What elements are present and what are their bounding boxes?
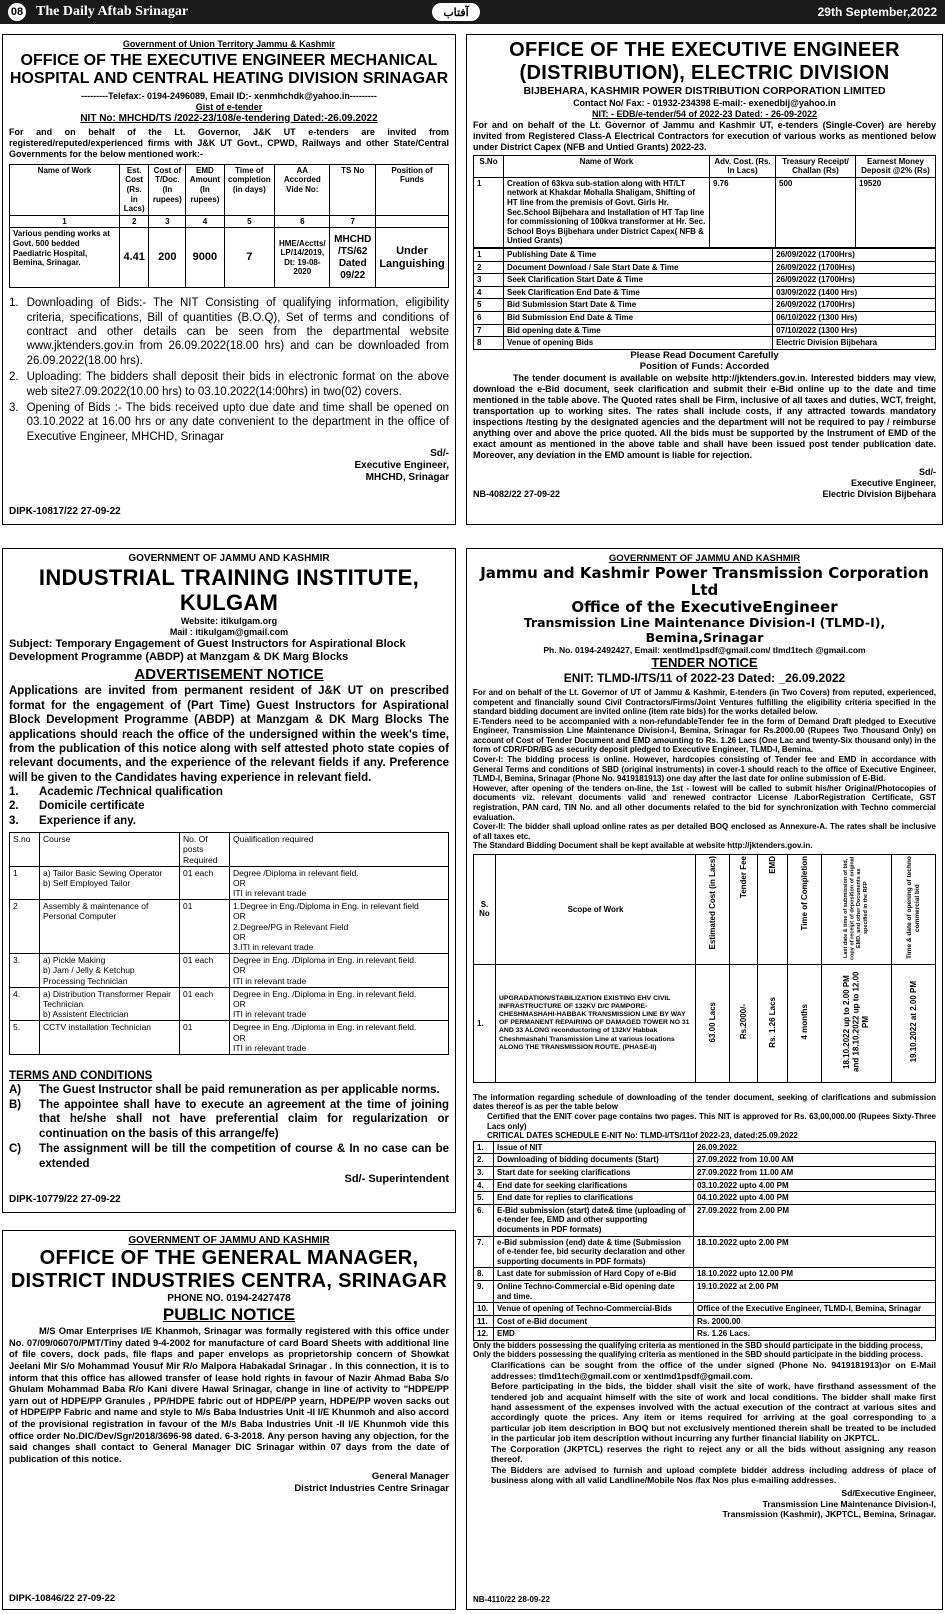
table-cell: 19.10.2022 at 2.00 PM [908,981,918,1063]
col-number: 3 [149,215,186,228]
jkptcl-tender-notice [466,548,943,1610]
table-cell: 01 each [180,866,230,900]
table-cell: 9. [474,1280,494,1302]
table-cell: 01 each [180,987,230,1021]
col-header: Adv. Cost. (Rs. In Lacs) [710,155,776,177]
col-header: Cost of T/Doc. (In rupees) [149,164,186,215]
col-header: TS No [330,164,376,215]
col-header: Scope of Work [496,855,696,965]
mail-line: Mail : itikulgam@gmail.com [169,626,289,637]
table-row [474,311,936,324]
table-cell: Degree /Diploma in relevant field. OR ITI in relevant trade [230,866,449,900]
notice-title: OFFICE OF THE EXECUTIVE ENGINEER (DISTRIBUTION), ELECTRIC DIVISION [509,39,900,84]
signature [9,1471,449,1494]
item-number: 1. [9,297,19,310]
table-cell: 500 [776,177,856,247]
table-cell: 4. [474,1179,494,1192]
signatory-address: Transmission (Kashmir), JKPTCL, Bemina, Srinagar. [722,1509,936,1520]
item-text: Downloading of Bids:- The NIT Consisting of qualifying information, eligibility criteria, specifications, Bill of quantities (B.O.Q), Set of terms and conditions of contract and other details can be seen from the departmental website www.jktenders.gov.in from 26.09.2022(18.00 hrs) and can be downloaded from 26.09.2022(18.00 hrs). [26,297,449,367]
website-line: Website: itikulgam.org [180,615,278,626]
table-row [474,1236,936,1268]
list-item [9,370,449,399]
table-cell: 1. [474,1141,494,1154]
table-cell: Seek Clarification End Date & Time [504,286,773,299]
item-text: Opening of Bids :- The bids received upto due date and time shall be opened on 03.10.2022 at 16.00 hrs or any date convenient to the department in the office of Executive Engineer, MHCHD, Srinagar [26,401,449,443]
critical-dates-heading: CRITICAL DATES SCHEDULE E-NIT No: TLMD-I/TS/11of 2022-23, dated:25.09.2022 [487,1131,798,1141]
table-cell: 03.10.2022 upto 4.00 PM [694,1179,936,1192]
table-cell: 18.10.2022 upto 12.00 PM [694,1268,936,1281]
table-cell: Venue of opening Bids [504,337,773,350]
table-cell: 4 [474,286,504,299]
table-cell: 04.10.2022 upto 4.00 PM [694,1192,936,1205]
table-cell: 8 [474,337,504,350]
table-cell: Last date for submission of Hard Copy of e-Bid [494,1268,694,1281]
gov-line: Government of Union Territory Jammu & Kashmir [122,39,336,49]
table-cell: HME/Acctts/ LP/14/2019, Dt: 19-08-2020 [275,228,330,288]
table-cell: Degree in Eng. /Diploma in Eng. in relevant field. OR ITI in relevant trade [230,987,449,1021]
table-cell: Creation of 63kva sub-station along with HT/LT network at Khakdar Mohalla Shaligam, Shifting of HT line from the premisis of Govt. Girls Hr. Sec.School Bijbehara and Installation of HT Tap line for commissioning of 100kva transformer at Hr. Sec. School Boys Bijbehara under District Capex( NFB & Untied Grants) [504,177,710,247]
table-cell: e-Bid submission (end) date & time (Submission of e-tender fee, bid security declaration and other supporting documents in PDF formats) [494,1236,694,1268]
table-cell: 7 [224,228,275,288]
table-cell: Degree in Eng. /Diploma in Eng. in relevant field. OR ITI in relevant trade [230,1021,449,1055]
requirements-list [9,785,449,828]
table-cell: CCTV installation Technician [40,1021,180,1055]
table-cell: EMD [494,1328,694,1341]
table-row [474,1141,936,1154]
work-table [9,164,449,289]
table-cell: 8. [474,1268,494,1281]
item-number: 3. [9,401,19,414]
notice-heading: TENDER NOTICE [651,655,758,671]
gist-heading: Gist of e-tender [195,101,263,112]
table-cell: Downloading of bidding documents (Start) [494,1154,694,1167]
col-header: Last date & time of submission of bid, copy of receipt of deposition of original EMD, and other Documents as specified in the RFP [843,856,870,960]
item-number: 2. [9,371,19,384]
table-cell: 18.10.2022 up to 2.00 PM and 18.10.2022 up to 12.00 PM [842,971,871,1073]
paper-logo: آفتاب [432,3,480,21]
table-cell: 1.Degree in Eng./Diploma in Eng. in relevant field OR 2.Degree/PG in Relevant Field OR 3.ITI in relevant trade [230,900,449,954]
table-cell: 2 [10,900,40,954]
table-row [474,274,936,287]
table-cell: 01 each [180,954,230,988]
item-text: Uploading: The bidders shall deposit their bids in electronic format on the above web site27.09.2022(10.00 hrs) to 03.10.2022(14:00hrs) in two(02) covers. [26,371,449,398]
signatory-office: Transmission Line Maintenance Division-I, [762,1498,936,1509]
table-cell: Office of the Executive Engineer, TLMD-I, Bemina, Srinagar [694,1303,936,1316]
item-text: Domicile certificate [39,800,145,813]
signatory-office: MHCHD, Srinagar [365,472,449,484]
col-header: Time of Completion [799,856,809,931]
table-cell: 2. [474,1154,494,1167]
table-row [474,1328,936,1341]
table-cell: 27.09.2022 from 10.00 AM [694,1154,936,1167]
table-cell: 27.09.2022 from 2.00 PM [694,1204,936,1236]
table-cell: Degree in Eng. /Diploma in Eng. in relevant field. OR ITI in relevant trade [230,954,449,988]
item-text: Experience if any. [39,814,136,827]
col-number: 5 [224,215,275,228]
item-text: The appointee shall have to execute an agreement at the time of joining that he/she shall not have preferential claim for regularization or continuation on the basis of this arrange/fe) [39,1098,449,1141]
table-cell: 11. [474,1315,494,1328]
funds-note: Position of Funds: Accorded [639,361,770,373]
col-header: Course [40,833,180,867]
col-header: EMD [767,856,777,874]
condition-text: The Corporation (JKPTCL) reserves the right to reject any or all the bids without assigning any reason thereof. [491,1443,936,1465]
table-cell: 10. [474,1303,494,1316]
work-table [473,155,936,248]
table-cell: Rs. 1.26 Lacs [767,996,777,1048]
signatory-office: District Industries Centre Srinagar [294,1483,449,1494]
col-header: Qualification required [230,833,449,867]
table-cell: a) Tailor Basic Sewing Operator b) Self Employed Tailor [40,866,180,900]
table-row [10,866,449,900]
table-cell: End date for seeking clarifications [494,1179,694,1192]
body-text: The tender document is available on website http://jktenders.gov.in. Interested bidders may view, download the e-Bid document, seek clarification and submit their e-Bid online up to the date and time mentioned in the table above. The Quoted rates shall be Firm, inclusive of all taxes and duties, WCT, freight, transportation up to working sites. The rates shall include costs, if any attracted towards mandatory inspections /testing by the designated agencies and the department will not be required to pay / reimburse anything over and above the price quoted. All the bids must be supported by the Instrument of EMD of the exact amount as mentioned in the above table and shall have been issued post tender publication date. Moreover, any deviation in the EMD amount is liable for rejection. [473,372,936,460]
gov-line: GOVERNMENT OF JAMMU AND KASHMIR [128,1235,330,1246]
table-row [474,286,936,299]
reference-number: DIPK-10779/22 27-09-22 [9,1193,121,1205]
table-cell: MHCHD /TS/62 Dated 09/22 [330,228,376,288]
item-text: The assignment will be till the competition of course & In no case can be extended [39,1142,449,1170]
work-table [473,854,936,1083]
table-cell: Electric Division Bijbehara [773,337,936,350]
table-row [474,1268,936,1281]
col-header: Time of completion (in days) [224,164,275,215]
para-6: The Standard Bidding Document shall be kept available at website http://jktenders.gov.in. [473,841,813,851]
table-row [10,954,449,988]
mechanical-division-notice [2,34,456,525]
nit-number: NIT No: MHCHD/TS /2022-23/108/e-tendering Dated:-26.09.2022 [80,112,378,124]
list-item [9,1142,449,1171]
table-cell: 01 [180,1021,230,1055]
condition-text: Clarifications can be sought from the office of the under signed (Phone No. 9419181913)or on E-Mail addresses: tlmd1tech@gmail.com or xentlmd1psdf@gmail.com. [491,1360,936,1381]
col-header: Est. Cost (Rs. in Lacs) [120,164,149,215]
read-note: Please Read Document Carefully [630,349,779,361]
table-cell: 9000 [186,228,224,288]
table-row [10,987,449,1021]
table-cell: 4.41 [120,228,149,288]
reference-number: NB-4110/22 28-09-22 [473,1595,550,1605]
signatory: General Manager [371,1471,449,1483]
reference-number: DIPK-10817/22 27-09-22 [9,505,121,517]
list-item [9,1083,449,1098]
table-cell: 6. [474,1204,494,1236]
table-row [10,900,449,954]
table-row [474,1280,936,1302]
table-row [474,1179,936,1192]
table-cell: Cost of e-Bid document [494,1315,694,1328]
col-header: Position of Funds [376,164,449,215]
contact-line: Ph. No. 0194-2492427, Email: xentlmd1psdf@gmail.com/ tlmd1tech @gmail.com [543,645,866,656]
signatory: Sd/Executive Engineer, [841,1487,936,1498]
table-cell: 5 [474,299,504,312]
table-cell: 2 [474,261,504,274]
only-note-1: Only the bidders possessing the qualifying criteria as mentioned in the SBD should participate in the bidding process, [473,1340,923,1350]
table-cell: Seek Clarification Start Date & Time [504,274,773,287]
table-cell: Bid opening date & Time [504,324,773,337]
col-header: Earnest Money Deposit @2% (Rs) [856,155,936,177]
col-number: 4 [186,215,224,228]
gov-line: GOVERNMENT OF JAMMU AND KASHMIR [608,553,801,564]
table-cell: 5. [474,1192,494,1205]
table-cell: Various pending works at Govt. 500 bedded Paediatric Hospital, Bemina, Srinagar. [10,228,120,288]
body-text: Applications are invited from permanent resident of J&K UT on prescribed format for the engagement of (Part Time) Guest Instructors for Aspirational Block Development Programme (ABDP) at Manzgam & DK Marg Blocks The applications should reach the office of the undersigned within the week's time, from the publication of this notice along with self attested photo state copies of relevant documents, and the experience of the relevant fields if any. Preference will be given to the Candidates having experience in relevant field. [9,685,449,784]
reference-number: NB-4082/22 27-09-22 [473,488,561,499]
course-table [9,832,449,1055]
signature: Sd/- Superintendent [344,1173,449,1186]
table-cell: Rs.2000/- [738,1004,748,1040]
col-header: AA Accorded Vide No: [275,164,330,215]
enit-number: ENIT: TLMD-I/TS/11 of 2022-23 Dated: _26.09.2022 [563,671,846,686]
notice-subtitle: BIJBEHARA, KASHMIR POWER DISTRIBUTION CORPORATION LIMITED [523,85,886,97]
col-number: 6 [275,215,330,228]
electric-division-notice [466,34,943,525]
col-header: Tender Fee [738,856,748,899]
signature [473,467,936,489]
terms-heading: TERMS AND CONDITIONS [9,1069,153,1082]
certified-line: Certified that the ENIT cover page contains two pages. This NIT is approved for Rs. 63,00,000.00 (Rupees Sixty-Three Lacs only) [487,1112,936,1131]
table-cell: 12. [474,1328,494,1341]
notice-title: INDUSTRIAL TRAINING INSTITUTE, KULGAM [38,565,420,616]
col-header: S. No [474,855,496,965]
table-cell: 26/09/2022 (1700Hrs) [773,248,936,261]
table-cell: 4. [10,987,40,1021]
iti-kulgam-notice [2,548,456,1213]
signatory-office: Electric Division Bijbehara [822,488,936,499]
bid-instructions [9,296,449,444]
table-row [474,324,936,337]
table-cell: Venue of opening of Techno-Commercial-Bids [494,1303,694,1316]
signatory: Executive Engineer, [850,477,936,488]
signatory: Executive Engineer, [354,460,449,472]
col-number: 2 [120,215,149,228]
schedule-table [473,248,936,350]
table-row [474,1154,936,1167]
table-cell: Start date for seeking clarifications [494,1166,694,1179]
table-row [474,248,936,261]
table-cell: 4 months [799,1004,809,1040]
notice-heading: ADVERTISEMENT NOTICE [134,666,324,684]
table-cell: 26.09.2022 [694,1141,936,1154]
body-text: M/S Omar Enterprises I/E Khanmoh, Srinagar was formally registered with this office under No. 07/09/06070/PMT/Tiny dated 9-4-2002 for manufacture of card Board Sheets with additional line of file covers, dock pads, file flaps and paper envelops as proprietorship concern of Showkat Jeelani Mir S/o Mohammad Yousuf Mir R/o Malpora Habakadal Srinagar . In this connection, it is to inform that this office has allowed transfer of lease hold rights in favour of Nazir Ahmad Baba S/o Ghulam Mohammad Baba R/o Kani divere Hawal Srinagar, change in line of activity to "HDPE/PP yarn out of HDPE/PP Granules , PP/HDPE fabric out of HDPE/PP yearn, HDPE/PP woven sacks out of HDPE/PP Fabric and name and style to M/s Baba Industries Unit -II I/E Khunmoh and also accord of the provisional registration in favour of the M/s Baba Industries Unit -II I/E Khunmoh vide this office order No.DIC/Dev/Sgr/2018/3696-98 dated. 6-3-2018. Any person having any objection, for the said changes shall contact to General Manager DIC Srinagar within 07 days from the date of publication of this notice. [9,1326,449,1464]
intro-text: For and on behalf of the Lt. Governor of Jammu and Kashmir UT, e-tenders (Single-Cover) are hereby invited from Registered Class-A Electrical Contractors for execution of various works as mentioned below under District Capex (NFB and Untied Grants) 2022-23. [473,119,936,152]
notice-heading: PUBLIC NOTICE [162,1305,296,1325]
table-cell: 6 [474,311,504,324]
table-header-row [10,833,449,867]
table-row [474,299,936,312]
condition-text: The Bidders are advised to furnish and upload complete bidder address including address of place of business along with all valid Landline/Mobile Nos /fax Nos plus e-mailing addresses. [491,1464,936,1486]
phone-line: PHONE NO. 0194-2427478 [167,1293,291,1305]
page-number: 08 [8,3,26,21]
sd-line: Sd/- [919,466,936,477]
list-item [9,401,449,444]
table-cell: E-Bid submission (start) date& time (uploading of e-tender fee, EMD and other supporting documents in PDF formats) [494,1204,694,1236]
col-header: S.No [474,155,504,177]
item-number: C) [9,1142,22,1155]
para-1: For and on behalf of the Lt. Governor of UT of Jammu & Kashmir, E-tenders (in Two Covers) from reputed, experienced, competent and financially sound Civil Contractors/Firms/Joint Ventures fulfilling the eligibility criteria specified in the standard bidding document are invited online (item rate bids) for the works detailed below. [473,687,936,717]
table-cell: 7. [474,1236,494,1268]
intro-text: For and on behalf of the Lt. Governor, J&K UT e-tenders are invited from registered/reputed/experienced firms with J&K UT Govt., CPWD, Railways and other State/Central Governments for the below mentioned work:- [9,126,449,159]
gov-line: GOVERNMENT OF JAMMU AND KASHMIR [128,553,330,564]
terms-list [9,1083,449,1171]
table-row [474,1192,936,1205]
table-cell: 26/09/2022 (1700Hrs) [773,299,936,312]
table-cell: 7 [474,324,504,337]
col-header: Estimated Cost (in Lacs) [707,856,717,950]
table-row [474,337,936,350]
list-item [9,1098,449,1142]
table-row [474,1303,936,1316]
issue-date: 29th September,2022 [817,5,937,19]
table-cell: 1 [474,177,504,247]
nit-number: NIT: - EDB/e-tender/54 of 2022-23 Dated: - 26-09-2022 [591,108,818,119]
table-cell: Under Languishing [376,228,449,288]
signature [473,1488,936,1520]
notice-title: Jammu and Kashmir Power Transmission Corporation Ltd [480,563,929,599]
para-4: However, after opening of the tenders on-line, the 1st - lowest will be called to submit his/her Original/Photocopies of documents viz. relevant documents valid and renewed contractor License /LaborRegistration Certificate, GST registration, PAN card, TIN No. and all other documents related to the bid for synchronization with Techno commercial evaluation. [473,783,936,822]
table-cell: a) Distribution Transformer Repair Technician b) Assistent Electrician [40,987,180,1021]
table-cell: 3. [474,1166,494,1179]
table-cell: 5. [10,1021,40,1055]
table-cell: 9.76 [710,177,776,247]
sd-line: Sd/- [430,448,449,460]
table-cell: Publishing Date & Time [504,248,773,261]
info-line: The information regarding schedule of downloading of the tender document, seeking of clarifications and submission dates thereof is as per the table below [473,1092,936,1112]
table-cell: Document Download / Sale Start Date & Time [504,261,773,274]
table-cell: Issue of NIT [494,1141,694,1154]
table-cell: 63.00 Lacs [707,1001,717,1043]
table-row [474,261,936,274]
table-cell: a) Pickle Making b) Jam / Jelly & Ketchup Processing Technician [40,954,180,988]
paper-name: The Daily Aftab Srinagar [36,4,189,19]
table-cell: 27.09.2022 from 11.00 AM [694,1166,936,1179]
critical-dates-table [473,1141,936,1341]
table-cell: 18.10.2022 upto 2.00 PM [694,1236,936,1268]
only-note-2: Only the bidders possessing the qualifying criteria as mentioned in the SBD should participate in the bidding process. [473,1350,923,1360]
col-number: 7 [330,215,376,228]
table-cell: 1 [474,248,504,261]
page-header [0,0,945,24]
col-header: S.no [10,833,40,867]
table-cell: 1. [474,964,496,1082]
subject-line: Subject: Temporary Engagement of Guest Instructors for Aspirational Block Development Programme (ABDP) at Manzgam & DK Marg Blocks [9,637,406,663]
para-3: Cover-I: The bidding process is online. However, hardcopies consisting of Tender fee and EMD in accordance with General Terms and conditions of SBD (original instruments) in cover-1 should reach to the office of Executive Engineer, TLMD-I, Bemina, Srinagar (Phone No. 9419181913) one day after the last date for online submission of E-Bid. [473,755,936,784]
division-line: Transmission Line Maintenance Division-I (TLMD-I), Bemina,Srinagar [523,615,886,645]
table-cell: Bid Submission End Date & Time [504,311,773,324]
condition-text: Before participating in the bids, the bidder shall visit the site of work, have firsthand assessment of the tendered job and acquaint himself with the site of work and local conditions. The bidder shall make first hand assessment of the expenses involved with the actual execution of the contract at various sites and accordingly quote the prices. Any item or items required for arriving at the goal corresponding to a particular job item description in BOQ but not exclusively mentioned therein shall be treated to be included in the particular job item description without incurring any further financial liability on JKPTCL. [491,1381,936,1444]
table-cell: 07/10/2022 (1300 Hrs) [773,324,936,337]
notice-title: OFFICE OF THE GENERAL MANAGER, DISTRICT INDUSTRIES CENTRA, SRINAGAR [10,1247,448,1293]
table-row [10,1021,449,1055]
table-cell: End date for replies to clarifications [494,1192,694,1205]
table-row [474,1204,936,1236]
col-header: Treasury Receipt/ Challan (Rs) [776,155,856,177]
table-cell: 01 [180,900,230,954]
table-cell: 06/10/2022 (1300 Hrs) [773,311,936,324]
table-cell: 26/09/2022 (1700Hrs) [773,261,936,274]
table-cell: 19520 [856,177,936,247]
col-header: Name of Work [504,155,710,177]
item-number: A) [9,1083,22,1096]
table-cell: 200 [149,228,186,288]
table-cell: Bid Submission Start Date & Time [504,299,773,312]
item-text: Academic /Technical qualification [39,786,223,799]
col-number [376,215,449,228]
contact-line: Contact No/ Fax: - 01932-234398 E-mail:- exenedbij@yahoo.in [573,97,836,108]
notice-title: OFFICE OF THE EXECUTIVE ENGINEER MECHANICAL HOSPITAL AND CENTRAL HEATING DIVISION SRINAGAR [9,51,449,88]
footer [473,489,936,500]
table-cell: 19.10.2022 at 2.00 PM [694,1280,936,1302]
table-cell: UPGRADATION/STABILIZATION EXISTING EHV CIVIL INFRASTRUCTURE OF 132KV D/C PAMPORE-CHESHMASHAHI-HABBAK TRANSMISSION LINE BY WAY OF PERMANENT REPAIRING OF DAMAGED TOWER NO 31 AND 33 ALONG reconductoring of 132kV Habbak Cheshmashahi Transmission Line at various locations ALONG THE TRANSMISSION ROUTE. (PHASE-II) [496,964,696,1082]
table-row [474,1166,936,1179]
list-item [9,296,449,368]
table-cell: 03/09/2022 (1400 Hrs) [773,286,936,299]
col-header: EMD Amount (In rupees) [186,164,224,215]
table-row [474,1315,936,1328]
contact-line: ---------Telefax:- 0194-2496089, Email ID:- xenmhchdk@yahoo.in--------- [81,90,377,101]
table-cell: Rs. 2000.00 [694,1315,936,1328]
list-item: 3. Experience if any. [9,814,136,827]
col-number: 1 [10,215,120,228]
table-cell: 3. [10,954,40,988]
table-cell: Assembly & maintenance of Personal Computer [40,900,180,954]
col-header: Name of Work [10,164,120,215]
dic-srinagar-notice [2,1230,456,1610]
bid-conditions [473,1360,936,1486]
col-header: Time & date of opening of techno commercial bid [905,856,921,960]
table-cell: 3 [474,274,504,287]
table-cell: Rs. 1.26 Lacs. [694,1328,936,1341]
list-item: 2. Domicile certificate [9,800,145,813]
col-header: No. Of posts Required [180,833,230,867]
para-5: Cover-II: The bidder shall upload online rates as per detailed BOQ enclosed as Annexure-A. The rates shall be inclusive of all taxes etc. [473,822,936,841]
table-cell: 26/09/2022 (1700Hrs) [773,274,936,287]
list-item: 1. Academic /Technical qualification [9,786,223,799]
table-cell: Online Techno-Commercial e-Bid opening date and time. [494,1280,694,1302]
office-line: Office of the ExecutiveEngineer [571,598,838,617]
para-2: E-Tenders need to be accompanied with a non-refundableTender fee in the form of Demand Draft pledged to Executive Engineer, Transmission Line Maintenance Division-I, Bemina, Srinagar for Rs.2000.00 (Rupees Two Thousand Only) on account of Cost of Tender Document and EMD amounting to Rs. 1.26 Lacs (One Lac and twenty-Six thousand only) in the form of CDR/FDR/BG as security deposit pledged to Executive Engineer, TLMD-I, Bemina. [473,716,936,755]
item-text: The Guest Instructor shall be paid remuneration as per applicable norms. [39,1083,440,1096]
signature [9,448,449,485]
item-number: B) [9,1098,22,1111]
reference-number: DIPK-10846/22 27-09-22 [9,1593,116,1605]
table-cell: 1 [10,866,40,900]
